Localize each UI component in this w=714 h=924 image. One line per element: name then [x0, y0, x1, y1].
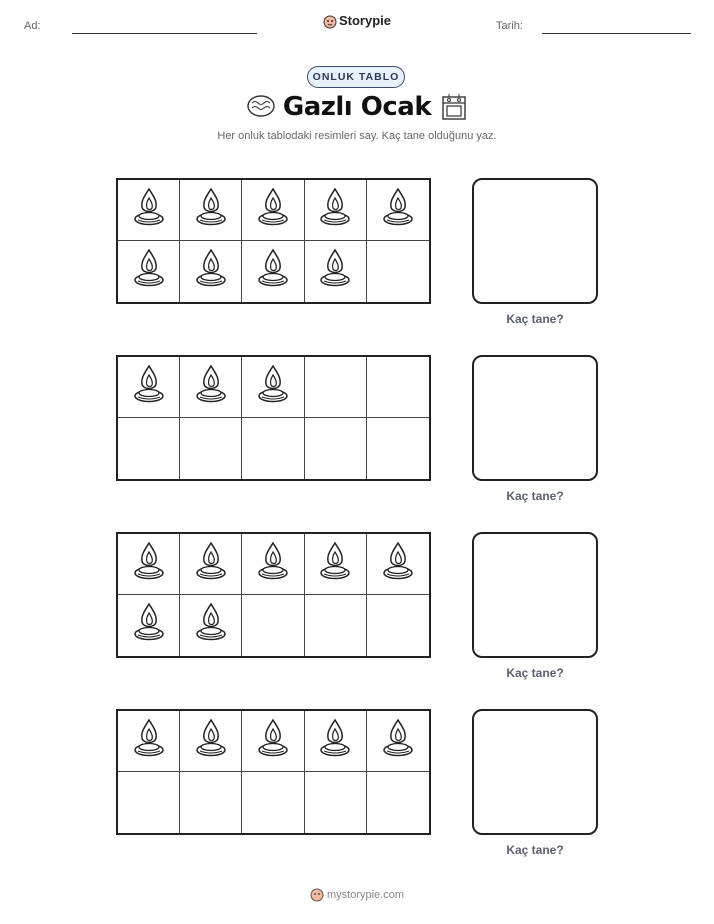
ten-frame-cell — [367, 357, 429, 418]
gas-burner-icon — [132, 247, 166, 296]
answer-box[interactable] — [472, 709, 598, 835]
ten-frame-cell — [242, 180, 304, 241]
ten-frame-cell — [305, 418, 367, 479]
ten-frame — [116, 178, 431, 304]
ten-frame-cell — [242, 418, 304, 479]
ten-frame-cell — [305, 711, 367, 772]
ten-frame-cell — [180, 418, 242, 479]
answer-prompt: Kaç tane? — [506, 666, 564, 680]
answer-prompt: Kaç tane? — [506, 312, 564, 326]
name-field-line[interactable] — [72, 33, 257, 34]
ten-frame-cell — [367, 595, 429, 656]
footer — [0, 888, 714, 902]
ten-frame-cell — [118, 711, 180, 772]
storypie-mascot-icon — [323, 15, 337, 29]
gas-burner-icon — [318, 540, 352, 589]
ten-frame-cell — [180, 595, 242, 656]
ten-frame-cell — [180, 180, 242, 241]
worksheet-type-badge: ONLUK TABLO — [307, 66, 405, 88]
answer-prompt: Kaç tane? — [506, 489, 564, 503]
ten-frame-cell — [242, 357, 304, 418]
gas-burner-icon — [194, 717, 228, 766]
ten-frame-cell — [242, 241, 304, 302]
ten-frame — [116, 709, 431, 835]
gas-burner-icon — [194, 601, 228, 650]
ten-frame-cell — [180, 534, 242, 595]
answer-box[interactable] — [472, 178, 598, 304]
ten-frame-cell — [118, 595, 180, 656]
gas-burner-icon — [381, 717, 415, 766]
ten-frame-cell — [242, 711, 304, 772]
ten-frame-cell — [305, 180, 367, 241]
gas-burner-icon — [132, 186, 166, 235]
gas-burner-icon — [256, 717, 290, 766]
ten-frame-cell — [367, 418, 429, 479]
brand-logo — [0, 13, 714, 29]
date-field-line[interactable] — [542, 33, 691, 34]
ten-frame-cell — [118, 241, 180, 302]
page-title: Gazlı Ocak — [282, 92, 432, 122]
answer-box[interactable] — [472, 532, 598, 658]
ten-frame-cell — [305, 534, 367, 595]
storypie-mascot-icon — [310, 888, 324, 902]
gas-burner-icon — [318, 717, 352, 766]
footer-url[interactable]: mystorypie.com — [326, 888, 405, 901]
instructions: Her onluk tablodaki resimleri say. Kaç tane olduğunu yaz. — [217, 130, 497, 142]
ten-frame-cell — [118, 534, 180, 595]
ten-frame-cell — [242, 772, 304, 833]
ten-frame — [116, 532, 431, 658]
ten-frame-cell — [118, 418, 180, 479]
gas-burner-icon — [256, 363, 290, 412]
ten-frame-cell — [367, 534, 429, 595]
ten-frame-cell — [118, 357, 180, 418]
name-label: Ad: — [24, 20, 41, 32]
ten-frame-cell — [118, 772, 180, 833]
ten-frame-cell — [180, 711, 242, 772]
ten-frame-cell — [305, 595, 367, 656]
answer-prompt: Kaç tane? — [506, 843, 564, 857]
gas-burner-icon — [194, 247, 228, 296]
gas-burner-icon — [194, 363, 228, 412]
gas-burner-icon — [256, 540, 290, 589]
gas-burner-icon — [132, 601, 166, 650]
gas-burner-icon — [381, 540, 415, 589]
ten-frame-cell — [118, 180, 180, 241]
gas-burner-icon — [132, 540, 166, 589]
stove-icon — [440, 93, 468, 121]
ten-frame-cell — [305, 241, 367, 302]
ten-frame-cell — [180, 241, 242, 302]
gas-burner-icon — [381, 186, 415, 235]
ten-frame-cell — [367, 711, 429, 772]
answer-box[interactable] — [472, 355, 598, 481]
ten-frame-cell — [367, 241, 429, 302]
gas-burner-icon — [194, 186, 228, 235]
ten-frame-cell — [242, 595, 304, 656]
gas-burner-icon — [318, 247, 352, 296]
gas-burner-icon — [132, 717, 166, 766]
gas-burner-icon — [256, 247, 290, 296]
gas-burner-icon — [318, 186, 352, 235]
brand-name: Storypie — [338, 13, 391, 28]
ten-frame-cell — [180, 357, 242, 418]
ten-frame-cell — [367, 772, 429, 833]
ten-frame — [116, 355, 431, 481]
gas-burner-icon — [194, 540, 228, 589]
ten-frame-cell — [305, 772, 367, 833]
gas-burner-icon — [256, 186, 290, 235]
ten-frame-cell — [367, 180, 429, 241]
ten-frame-cell — [305, 357, 367, 418]
ten-frame-cell — [242, 534, 304, 595]
date-label: Tarih: — [496, 20, 523, 32]
gas-burner-icon — [132, 363, 166, 412]
ten-frame-cell — [180, 772, 242, 833]
